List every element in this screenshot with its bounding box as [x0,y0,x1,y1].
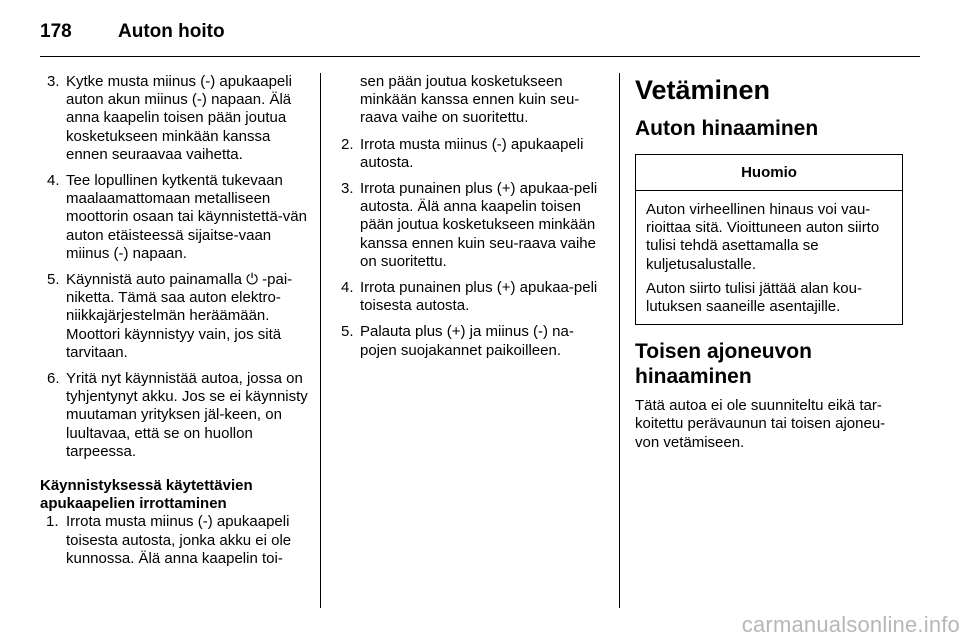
step-text: Irrota musta miinus (-) apukaapeli toisesta autosta, jonka akku ei ole kunnossa. Älä anna kaapelin toi- [66,513,292,567]
column-3 [635,73,905,452]
column-divider-2 [619,73,620,608]
list-item [334,136,604,172]
step-number: 4. [47,172,60,190]
step-text: Irrota punainen plus (+) apukaa-peli autosta. Älä anna kaapelin toisen pään joutua kosketukseen minkään kanssa ennen kuin seu-raava vaihe on suoritettu. [360,180,598,270]
section-heading-towing: Vetäminen [635,75,771,105]
list-item [40,271,308,362]
step-text-part: Käynnistä auto painamalla [66,271,247,289]
step-number: 2. [341,135,354,153]
step-text-part: -pai-niketta. Tämä saa auton elektro-niikkajärjestelmän heräämään. Moottori käynnistyy vain, jos sitä tarvitaan. [66,271,293,361]
list-item [40,73,308,164]
note-paragraph: Auton virheellinen hinaus voi vau-rioittaa sitä. Vioittuneen auton siirto tulisi tehdä asettamalla se kuljetusalustalle. [646,201,880,273]
list-item [40,513,308,568]
steps-list-disconnect [40,513,308,568]
step-number: 5. [47,271,60,289]
column-1 [40,73,308,576]
list-item [40,172,308,263]
subsection-heading-car-towing: Auton hinaaminen [635,117,819,140]
column-2 [334,73,604,368]
body-paragraph: Tätä autoa ei ole suunniteltu eikä tar-koitettu perävaunun tai toisen ajoneu-von vetämiseen. [635,397,886,451]
steps-list-connect [40,73,308,461]
step-text: Irrota musta miinus (-) apukaapeli autosta. [360,135,584,171]
step-number: 3. [341,180,354,198]
step-text: Irrota punainen plus (+) apukaa-peli toisesta autosta. [360,279,598,315]
note-paragraph: Auton siirto tulisi jättää alan kou-lutuksen saaneille asentajille. [646,279,862,316]
watermark: carmanualsonline.info [741,612,960,637]
note-body [636,191,902,324]
power-button-icon: ⏻ [246,271,258,289]
header-rule [40,56,920,57]
step-text: Yritä nyt käynnistää autoa, jossa on tyhjentynyt akku. Jos se ei käynnisty muutaman yrityksen jäl-keen, on luultavaa, että se on huollon tarpeessa. [66,370,308,460]
page-title: Auton hoito [118,21,225,42]
step-text: Kytke musta miinus (-) apukaapeli auton akun miinus (-) napaan. Älä anna kaapelin toisen pään joutua kosketukseen minkään kanssa ennen seuraavaa vaihetta. [66,73,292,163]
step-number: 1. [46,513,59,531]
step-text: Tee lopullinen kytkentä tukevaan maalaamattomaan metalliseen moottorin osaan tai käynnistettä-vän auton etäisteessä sijaitse-vaan miinus (-) napaan. [66,172,307,262]
page-number: 178 [40,21,72,42]
list-item [40,370,308,461]
list-item [334,323,604,359]
note-box [635,154,903,325]
steps-list-continued [334,73,604,360]
step-text: sen pään joutua kosketukseen minkään kanssa ennen kuin seu-raava vaihe on suoritettu. [360,73,580,127]
step-number: 4. [341,279,354,297]
step-number: 6. [47,370,60,388]
note-title: Huomio [636,155,902,191]
step-number: 5. [341,323,354,341]
step-text [66,271,292,361]
list-item [334,279,604,315]
list-item-continuation [334,73,604,128]
page-header [40,17,920,51]
list-item [334,180,604,271]
step-number: 3. [47,73,60,90]
subheading-disconnect: Käynnistyksessä käytettävien apukaapelien irrottaminen [40,477,253,513]
column-divider-1 [320,73,321,608]
subsection-heading-other-vehicle: Toisen ajoneuvon hinaaminen [635,340,812,389]
step-text: Palauta plus (+) ja miinus (-) na-pojen suojakannet paikoilleen. [360,323,574,359]
